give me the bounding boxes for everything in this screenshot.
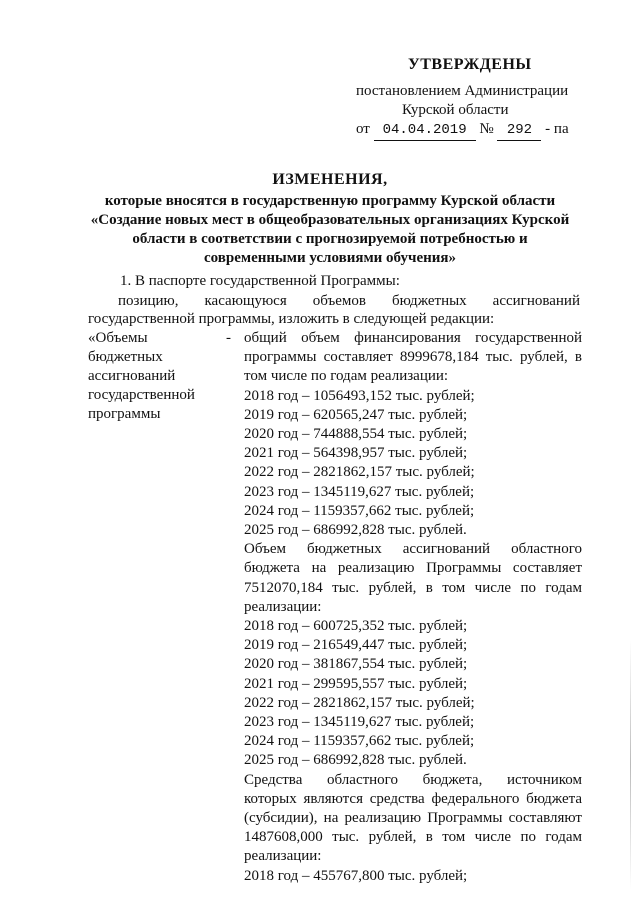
- position-content: [244, 329, 582, 886]
- position-label-line: «Объемы: [88, 330, 148, 346]
- year-row: 2022 год – 2821862,157 тыс. рублей;: [244, 464, 475, 481]
- total-line: общий объем финансирования государственной: [244, 330, 582, 346]
- year-row: 2020 год – 381867,554 тыс. рублей;: [244, 656, 468, 673]
- document-title: [80, 170, 580, 268]
- federal-line: реализации:: [244, 848, 322, 865]
- federal-line: которых являются средства федерального бюджета: [244, 790, 582, 807]
- scan-edge-mark: [630, 640, 631, 890]
- federal-line: 1487608,000 тыс. рублей, в том числе по годам: [244, 829, 582, 846]
- regional-line: Объем бюджетных ассигнований областного: [244, 541, 582, 558]
- year-row: 2018 год – 1056493,152 тыс. рублей;: [244, 387, 475, 404]
- year-row: 2025 год – 686992,828 тыс. рублей.: [244, 752, 467, 769]
- position-label-line: бюджетных: [88, 349, 163, 365]
- year-row: 2019 год – 620565,247 тыс. рублей;: [244, 406, 468, 423]
- title-line-1: которые вносятся в государственную программу Курской области: [104, 193, 556, 209]
- total-line: том числе по годам реализации:: [244, 368, 449, 385]
- intro-item-1: 1. В паспорте государственной Программы:: [120, 273, 400, 289]
- year-row: 2019 год – 216549,447 тыс. рублей;: [244, 637, 468, 654]
- total-years-list: [244, 387, 582, 541]
- approval-prefix: от: [356, 121, 370, 137]
- federal-line: Средства областного бюджета, источником: [244, 771, 582, 788]
- approval-stamp: [348, 56, 578, 141]
- approval-heading: УТВЕРЖДЕНЫ: [408, 56, 532, 73]
- approval-line-2: Курской области: [402, 102, 509, 118]
- federal-years-list: [244, 867, 582, 886]
- year-row: 2018 год – 600725,352 тыс. рублей;: [244, 618, 468, 635]
- regional-line: 7512070,184 тыс. рублей, в том числе по годам: [244, 579, 582, 596]
- position-label-line: ассигнований: [88, 368, 176, 384]
- year-row: 2020 год – 744888,554 тыс. рублей;: [244, 426, 468, 443]
- regional-line: бюджета на реализацию Программы составляет: [244, 560, 582, 577]
- year-row: 2023 год – 1345119,627 тыс. рублей;: [244, 483, 475, 500]
- year-row: 2025 год – 686992,828 тыс. рублей.: [244, 522, 467, 539]
- intro-item-2-line-2: государственной программы, изложить в следующей редакции:: [88, 311, 495, 327]
- regional-line: реализации:: [244, 598, 322, 615]
- position-label-line: программы: [88, 406, 161, 422]
- year-row: 2021 год – 564398,957 тыс. рублей;: [244, 445, 468, 462]
- approval-number-sign: №: [479, 121, 494, 137]
- intro-item-2-line-1: позицию, касающуюся объемов бюджетных ассигнований: [118, 293, 580, 309]
- year-row: 2024 год – 1159357,662 тыс. рублей;: [244, 502, 475, 519]
- title-line-3: области в соответствии с прогнозируемой потребностью и: [132, 231, 528, 247]
- approval-date-line: [356, 120, 578, 141]
- federal-line: (субсидии), на реализацию Программы составляют: [244, 810, 582, 827]
- year-row: 2023 год – 1345119,627 тыс. рублей;: [244, 714, 475, 731]
- year-row: 2024 год – 1159357,662 тыс. рублей;: [244, 733, 475, 750]
- approval-line-1: постановлением Администрации: [356, 83, 569, 99]
- approval-number: 292: [497, 121, 541, 141]
- position-label-line: государственной: [88, 387, 195, 403]
- title-main: ИЗМЕНЕНИЯ,: [272, 171, 388, 188]
- title-line-2: «Создание новых мест в общеобразовательных организациях Курской: [90, 212, 570, 228]
- year-row: 2022 год – 2821862,157 тыс. рублей;: [244, 694, 475, 711]
- regional-years-list: [244, 617, 582, 771]
- column-dash: -: [226, 330, 231, 346]
- approval-suffix: - па: [545, 121, 569, 137]
- title-line-4: современными условиями обучения»: [203, 250, 457, 266]
- year-row: 2021 год – 299595,557 тыс. рублей;: [244, 675, 468, 692]
- total-line: программы составляет 8999678,184 тыс. рублей, в: [244, 349, 582, 366]
- approval-date: 04.04.2019: [374, 121, 476, 141]
- year-row: 2018 год – 455767,800 тыс. рублей;: [244, 867, 468, 884]
- position-label: [88, 329, 238, 424]
